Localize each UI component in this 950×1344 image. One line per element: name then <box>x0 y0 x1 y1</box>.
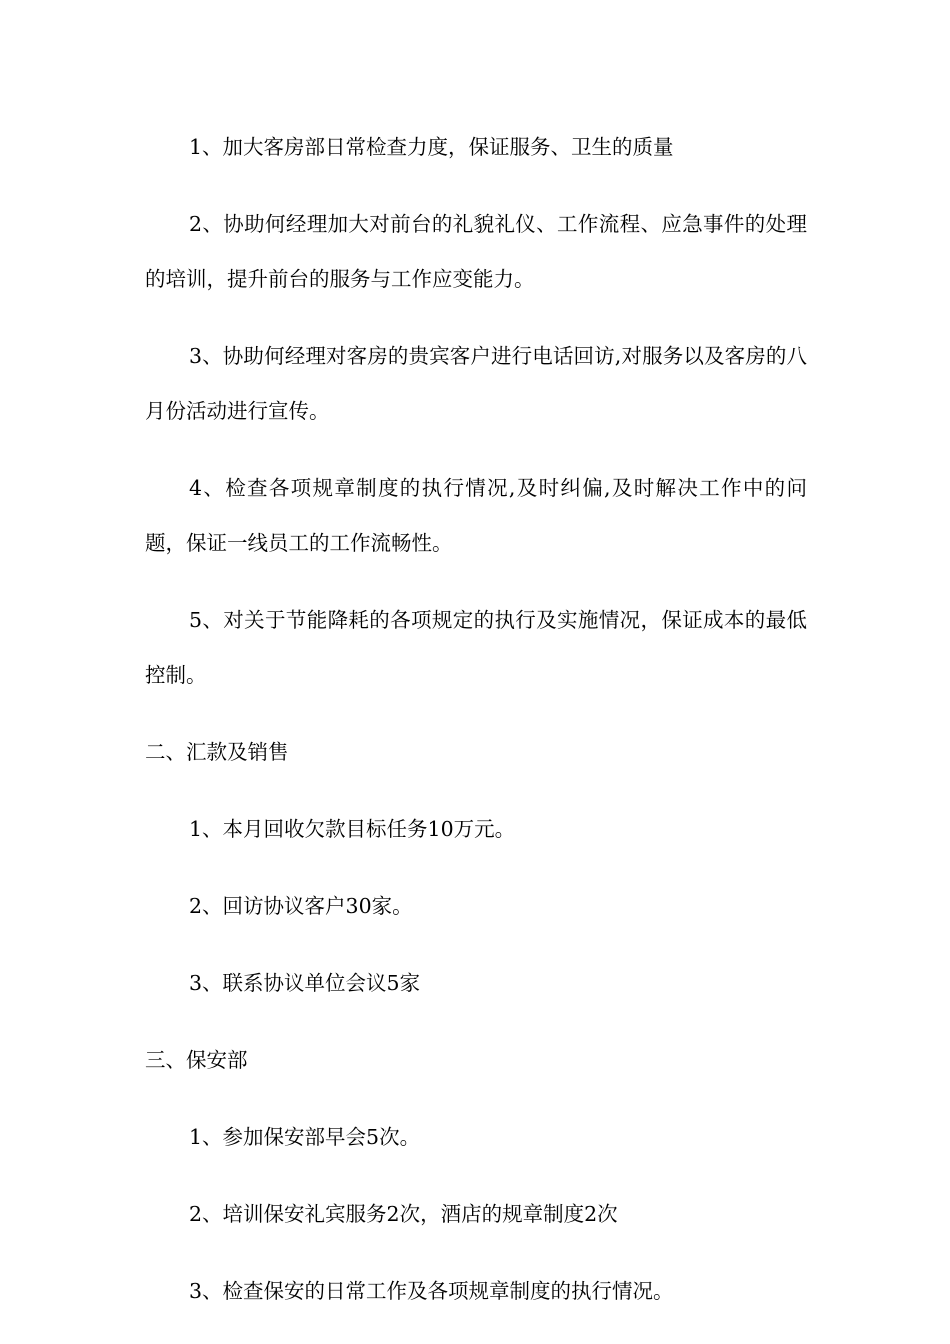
list-item: 1、加大客房部日常检查力度，保证服务、卫生的质量 <box>189 135 674 159</box>
list-item: 1、参加保安部早会5次。 <box>189 1125 421 1149</box>
list-item: 4、检查各项规章制度的执行情况,及时纠偏,及时解决工作中的问题，保证一线员工的工作流畅性。 <box>145 476 807 555</box>
document-page <box>145 120 807 1341</box>
section-heading: 二、汇款及销售 <box>145 740 289 764</box>
list-item: 3、协助何经理对客房的贵宾客户进行电话回访,对服务以及客房的八月份活动进行宣传。 <box>145 344 807 423</box>
list-item: 3、检查保安的日常工作及各项规章制度的执行情况。 <box>189 1279 674 1303</box>
list-item: 2、培训保安礼宾服务2次，酒店的规章制度2次 <box>189 1202 618 1226</box>
section-housekeeping <box>145 120 807 703</box>
list-item: 2、回访协议客户30家。 <box>189 894 413 918</box>
list-item: 2、协助何经理加大对前台的礼貌礼仪、工作流程、应急事件的处理的培训，提升前台的服务与工作应变能力。 <box>145 212 807 291</box>
list-item: 1、本月回收欠款目标任务10万元。 <box>189 817 516 841</box>
section-heading: 三、保安部 <box>145 1048 248 1072</box>
section-collections-sales <box>145 725 807 1011</box>
section-security <box>145 1033 807 1319</box>
list-item: 3、联系协议单位会议5家 <box>189 971 421 995</box>
list-item: 5、对关于节能降耗的各项规定的执行及实施情况，保证成本的最低控制。 <box>145 608 807 687</box>
